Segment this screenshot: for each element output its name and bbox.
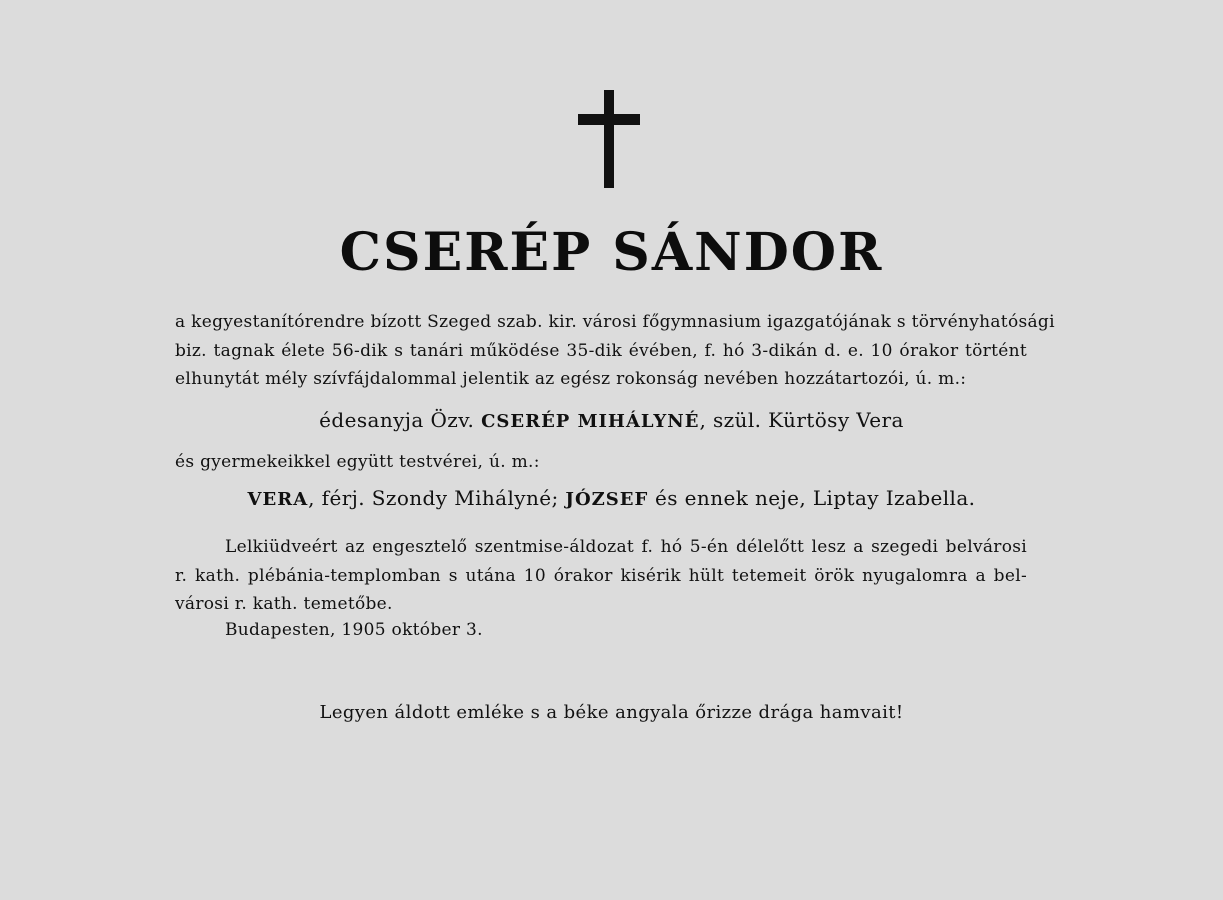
service-line: városi r. kath. temetőbe. <box>175 594 393 614</box>
deceased-name: CSERÉP SÁNDOR <box>339 222 884 283</box>
mother-name: CSERÉP MIHÁLYNÉ <box>481 411 700 432</box>
sibling-text: , férj. Szondy Mihályné; <box>308 486 566 510</box>
service-paragraph <box>175 533 1027 619</box>
closing-line: Legyen áldott emléke s a béke angyala őrizze drága hamvait! <box>319 702 904 723</box>
siblings-intro: és gyermekeikkel együtt testvérei, ú. m.: <box>175 452 540 472</box>
sibling-text: és ennek neje, Liptay Izabella. <box>648 486 976 510</box>
intro-line: a kegyestanítórendre bízott Szeged szab. kir. városi főgymnasium igazgatójának s törvényhatósági <box>175 312 1055 332</box>
mother-suffix: , szül. Kürtösy Vera <box>699 408 904 432</box>
cross-icon <box>578 90 640 188</box>
date-line: Budapesten, 1905 október 3. <box>225 620 483 640</box>
sibling-name: JÓZSEF <box>565 489 649 510</box>
intro-line: biz. tagnak élete 56-dik s tanári működése 35-dik évében, f. hó 3-dikán d. e. 10 órakor történt <box>175 340 1027 361</box>
intro-paragraph <box>175 308 1055 394</box>
sibling-name: VERA <box>247 489 309 510</box>
intro-line: elhunytát mély szívfájdalommal jelentik az egész rokonság nevében hozzátartozói, ú. m.: <box>175 369 967 389</box>
mother-prefix: édesanyja Özv. <box>319 408 482 432</box>
service-line: Lelkiüdveért az engesztelő szentmise-áldozat f. hó 5-én délelőtt lesz a szegedi belvárosi <box>225 537 1027 557</box>
siblings-line <box>0 486 1223 510</box>
service-line: r. kath. plébánia-templomban s utána 10 órakor kisérik hült tetemeit örök nyugalomra a bel- <box>175 565 1027 586</box>
mother-line <box>0 408 1223 432</box>
